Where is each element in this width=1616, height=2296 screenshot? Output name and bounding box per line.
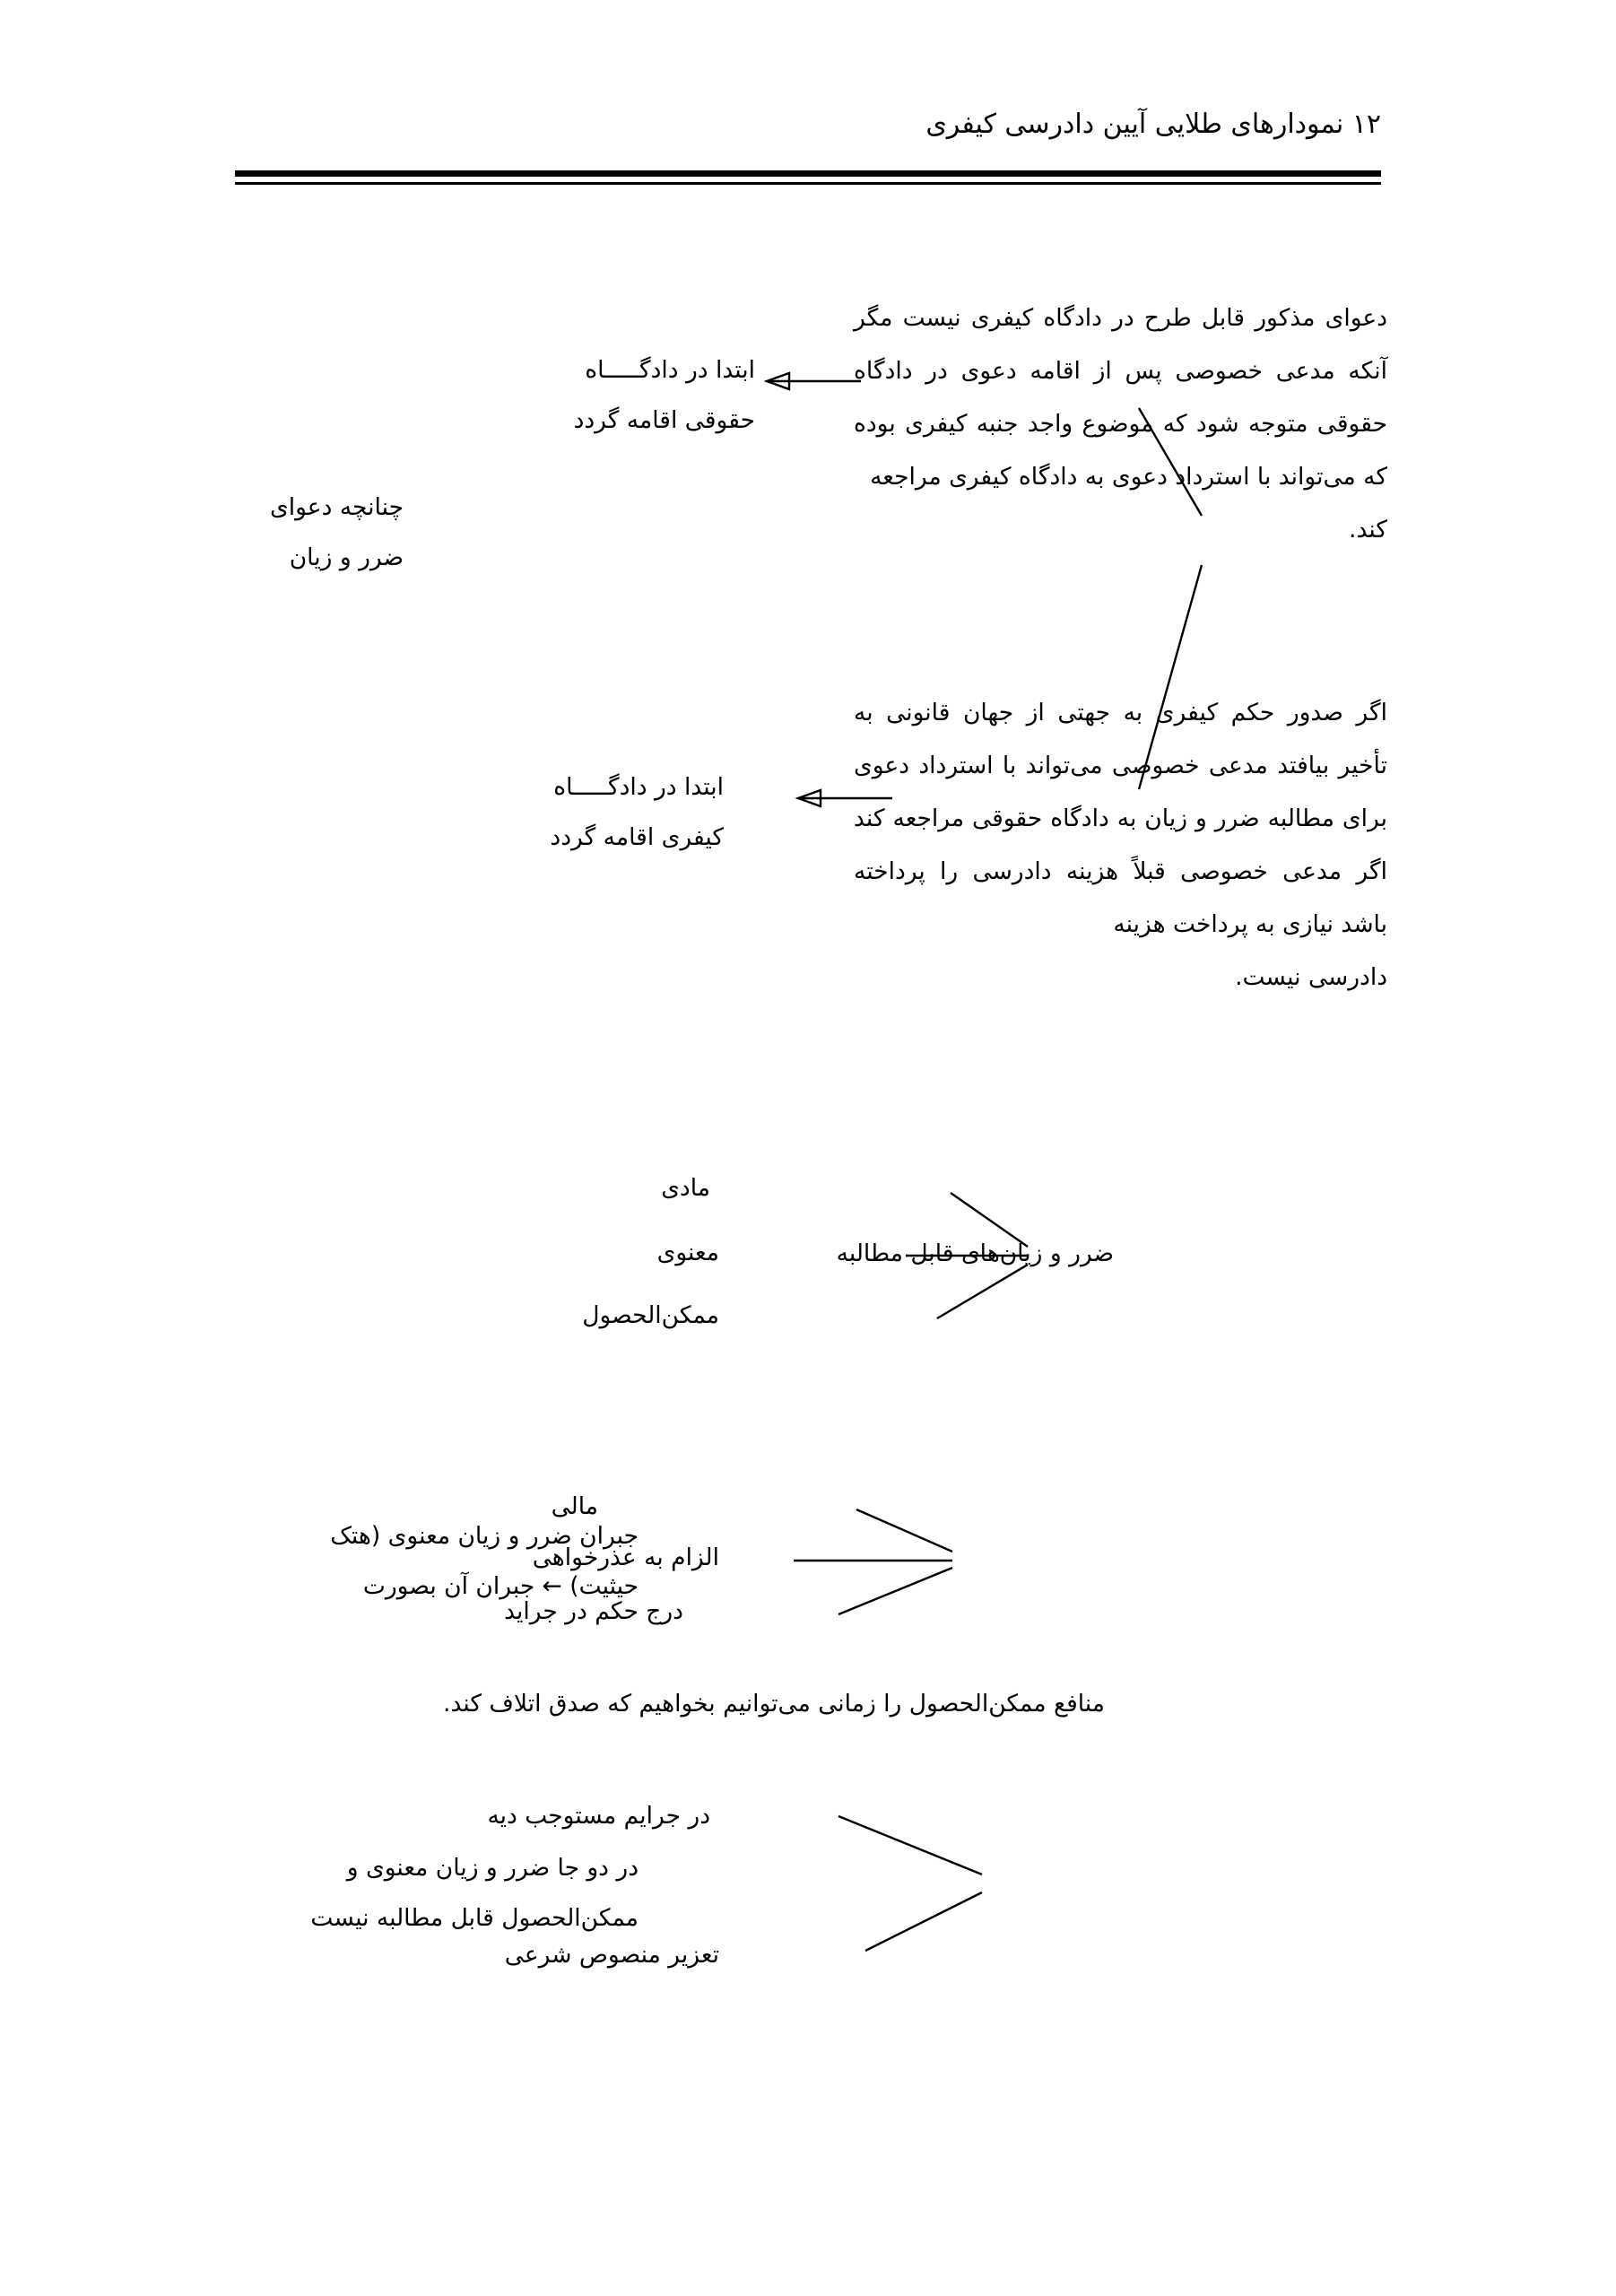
- paragraph-civil: [854, 291, 1387, 556]
- exception-item-tazir: [505, 1933, 719, 1978]
- damages-item-moral: [657, 1231, 719, 1275]
- branch-civil-label: [513, 345, 755, 446]
- exception-item-diyah-text: در جرایم مستوجب دیه: [487, 1802, 710, 1830]
- damages-item-moral-text: معنوی: [656, 1239, 719, 1266]
- branch-civil-label-text: ابتدا در دادگـــــاه حقوقی اقامه گردد: [573, 356, 755, 434]
- possible-profits-note-text: منافع ممکن‌الحصول را زمانی می‌توانیم بخواهیم که صدق اتلاف کند.: [443, 1690, 1105, 1718]
- moral-item-financial: [552, 1484, 598, 1529]
- moral-item-apology: [533, 1535, 719, 1580]
- moral-item-publication: [504, 1589, 683, 1634]
- page-header-title: ۱۲ نمودارهای طلایی آیین دادرسی کیفری: [925, 109, 1381, 140]
- header-divider-thick: [235, 170, 1381, 177]
- paragraph-criminal-last-line: دادرسی نیست.: [1235, 963, 1387, 991]
- damages-title-text: ضرر و زیان‌های قابل مطالبه: [836, 1239, 1114, 1267]
- paragraph-civil-last-line: کند.: [1349, 516, 1387, 544]
- diagram-root-label-line1: چنانچه دعوای ضرر و زیان: [270, 493, 404, 571]
- moral-item-financial-text: مالی: [551, 1492, 598, 1520]
- moral-item-publication-text: درج حکم در جراید: [504, 1597, 683, 1625]
- exception-item-tazir-text: تعزیر منصوص شرعی: [504, 1941, 719, 1969]
- possible-profits-note: [443, 1682, 1105, 1726]
- moral-compensation-title-text: جبران ضرر و زیان معنوی (هتک حیثیت) ← جبران آن بصورت: [330, 1522, 639, 1600]
- paragraph-civil-body: دعوای مذکور قابل طرح در دادگاه کیفری نیست مگر آنکه مدعی خصوصی پس از اقامه دعوی در دادگاه حقوقی متوجه شود که موضوع واجد جنبه کیفری بوده که می‌تواند با استرداد دعوی به دادگاه کیفری مراجعه: [854, 304, 1387, 491]
- damages-title: [837, 1231, 1114, 1276]
- branch-criminal-label-text: ابتدا در دادگـــــاه کیفری اقامه گردد: [550, 773, 724, 851]
- diagram-root-label: [197, 483, 404, 583]
- header-divider-thin: [235, 182, 1381, 185]
- branch-criminal-label: [482, 762, 724, 863]
- exception-item-diyah: [487, 1794, 710, 1839]
- damages-item-material-text: مادی: [661, 1174, 710, 1202]
- damages-item-possible-text: ممکن‌الحصول: [582, 1301, 719, 1329]
- paragraph-criminal-body: اگر صدور حکم کیفری به جهتی از جهان قانونی به تأخیر بیافتد مدعی خصوصی می‌تواند با استرداد دعوی برای مطالبه ضرر و زیان به دادگاه حقوقی مراجعه کند اگر مدعی خصوصی قبلاً هزینه دادرسی را پرداخته باشد نیازی به پرداخت هزینه: [854, 699, 1387, 938]
- exception-title: [262, 1843, 639, 1944]
- paragraph-criminal: [854, 686, 1387, 1004]
- damages-item-possible: [582, 1293, 719, 1338]
- damages-item-material: [661, 1166, 710, 1211]
- exception-title-text: در دو جا ضرر و زیان معنوی و ممکن‌الحصول قابل مطالبه نیست: [310, 1854, 639, 1932]
- moral-item-apology-text: الزام به عذرخواهی: [532, 1544, 719, 1571]
